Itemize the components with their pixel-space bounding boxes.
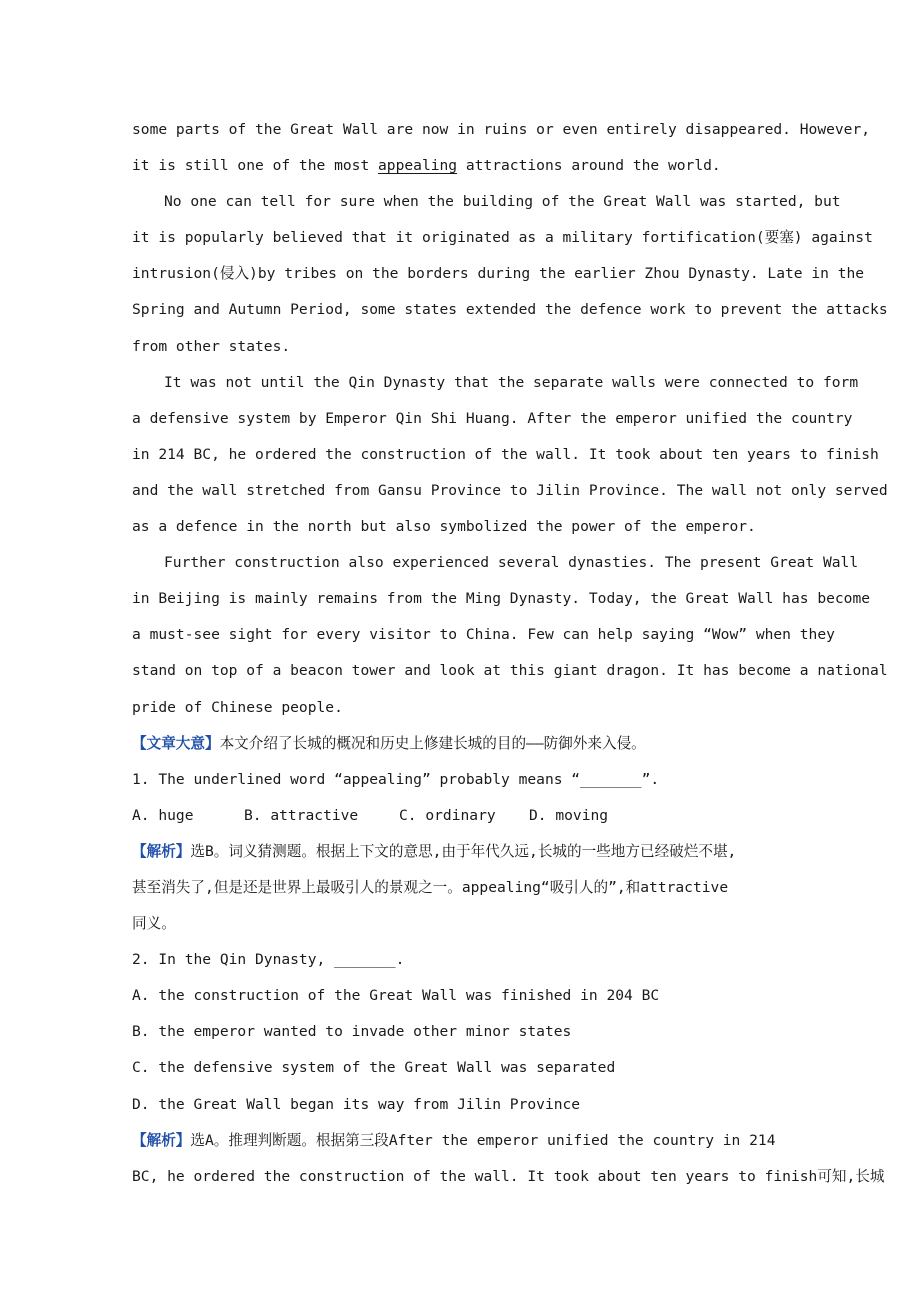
analysis-line: 同义。 <box>132 915 176 933</box>
option-b: B. the emperor wanted to invade other minor states <box>132 1023 572 1041</box>
analysis-line: BC, he ordered the construction of the wall. It took about ten years to finish可知,长城 <box>132 1167 885 1185</box>
passage-line: a must-see sight for every visitor to China. Few can help saying “Wow” when they <box>132 626 835 644</box>
passage-line: some parts of the Great Wall are now in ruins or even entirely disappeared. However, <box>132 121 871 138</box>
passage-line: as a defence in the north but also symbolized the power of the emperor. <box>132 518 756 536</box>
passage-line: It was not until the Qin Dynasty that the separate walls were connected to form <box>164 373 859 391</box>
passage-line: from other states. <box>132 337 291 355</box>
text-fragment: attractions around the world. <box>457 157 721 175</box>
passage-line: it is popularly believed that it originated as a military fortification(要塞) against <box>132 229 873 247</box>
question-stem: 1. The underlined word “appealing” probably means “_______”. <box>132 770 660 788</box>
underlined-word: appealing <box>378 157 458 175</box>
passage-line: a defensive system by Emperor Qin Shi Huang. After the emperor unified the country <box>132 409 853 427</box>
summary-line <box>132 726 822 762</box>
passage-line: and the wall stretched from Gansu Province to Jilin Province. The wall not only served <box>132 481 888 499</box>
passage-line <box>132 148 822 184</box>
analysis-tag: 【解析】 <box>132 842 191 860</box>
question-options <box>132 798 822 834</box>
passage-line: pride of Chinese people. <box>132 698 343 716</box>
passage-line: No one can tell for sure when the building of the Great Wall was started, but <box>164 193 841 211</box>
document-page <box>132 112 888 1195</box>
option-c: C. the defensive system of the Great Wall was separated <box>132 1059 616 1077</box>
passage-line: stand on top of a beacon tower and look at this giant dragon. It has become a national <box>132 662 888 680</box>
option-c: C. ordinary <box>399 806 496 824</box>
question-stem: 2. In the Qin Dynasty, _______. <box>132 951 405 969</box>
passage-line: in Beijing is mainly remains from the Ming Dynasty. Today, the Great Wall has become <box>132 590 871 608</box>
summary-text: 本文介绍了长城的概况和历史上修建长城的目的——防御外来入侵。 <box>219 734 646 752</box>
analysis-text: 选B。词义猜测题。根据上下文的意思,由于年代久远,长城的一些地方已经破烂不堪, <box>190 842 737 860</box>
analysis-line: 甚至消失了,但是还是世界上最吸引人的景观之一。appealing“吸引人的”,和attractive <box>132 878 729 896</box>
passage-line: Spring and Autumn Period, some states extended the defence work to prevent the attacks <box>132 301 888 319</box>
passage-line: in 214 BC, he ordered the construction of the wall. It took about ten years to finish <box>132 445 879 463</box>
option-a: A. huge <box>132 806 194 824</box>
option-d: D. moving <box>529 806 609 824</box>
text-fragment: it is still one of the most <box>132 157 379 175</box>
analysis-line <box>132 1123 822 1159</box>
option-a: A. the construction of the Great Wall was finished in 204 BC <box>132 987 660 1005</box>
option-b: B. attractive <box>244 806 359 824</box>
analysis-text: 选A。推理判断题。根据第三段After the emperor unified the country in 214 <box>190 1131 776 1149</box>
analysis-tag: 【解析】 <box>132 1131 191 1149</box>
summary-tag: 【文章大意】 <box>132 734 220 752</box>
passage-line: intrusion(侵入)by tribes on the borders during the earlier Zhou Dynasty. Late in the <box>132 265 865 283</box>
analysis-line <box>132 834 822 870</box>
option-d: D. the Great Wall began its way from Jilin Province <box>132 1095 581 1113</box>
passage-line: Further construction also experienced several dynasties. The present Great Wall <box>164 554 859 572</box>
